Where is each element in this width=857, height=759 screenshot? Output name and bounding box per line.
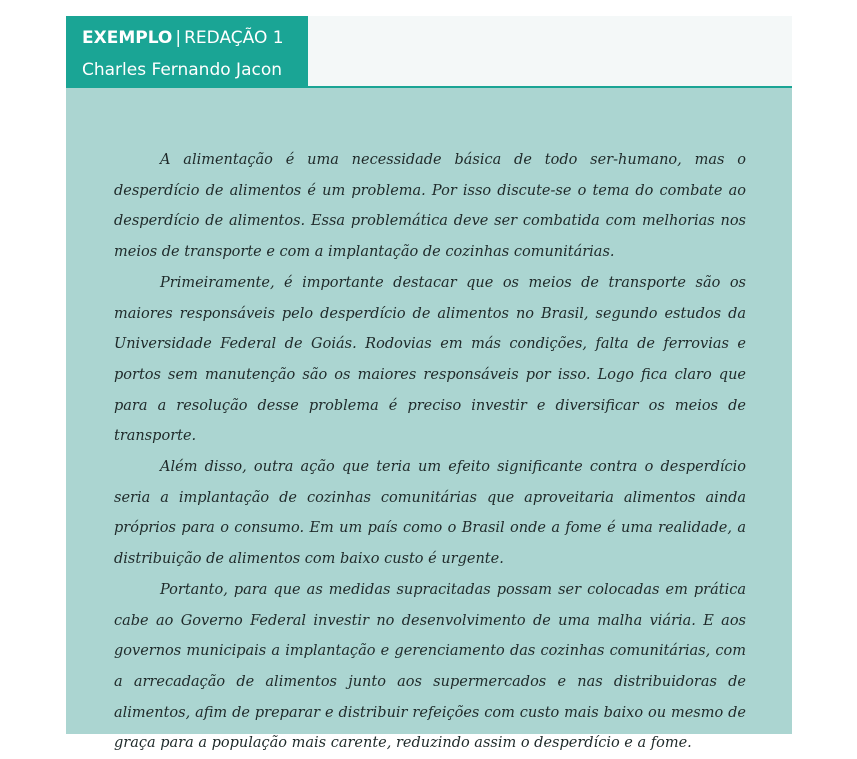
example-label: EXEMPLO (82, 28, 173, 48)
essay-paragraph-development-1: Primeiramente, é importante destacar que os meios de transporte são os maiores responsáveis pelo desperdício de alimentos no Brasil, segundo estudos da Universidade Federal de Goiás. Rodovias em más condições, falta de ferrovias e portos sem manutenção são os maiores responsáveis por isso. Logo fica claro que para a resolução desse problema é preciso investir e diversificar os meios de transporte. (114, 274, 746, 445)
author-name: Charles Fernando Jacon (82, 60, 283, 80)
header-separator: | (175, 28, 182, 48)
essay-paragraph-intro: A alimentação é uma necessidade básica de todo ser-humano, mas o desperdício de alimentos é um problema. Por isso discute-se o tema do combate ao desperdício de alimentos. Essa problemática deve ser combatida com melhorias nos meios de transporte e com a implantação de cozinhas comunitárias. (114, 152, 746, 261)
essay-paragraph-development-2: Além disso, outra ação que teria um efeito significante contra o desperdício seria a implantação de cozinhas comunitárias que aproveitaria alimentos ainda próprios para o consumo. Em um país como o Brasil onde a fome é uma realidade, a distribuição de alimentos com baixo custo é urgente. (114, 459, 746, 568)
essay-paragraph-conclusion: Portanto, para que as medidas supracitadas possam ser colocadas em prática cabe ao Governo Federal investir no desenvolvimento de uma malha viária. E aos governos municipais a implantação e gerenciamento das cozinhas comunitárias, com a arrecadação de alimentos junto aos supermercados e nas distribuidoras de alimentos, afim de preparar e distribuir refeições com custo mais baixo ou mesmo de graça para a população mais carente, reduzindo assim o desperdício e a fome. (114, 581, 746, 752)
example-header (66, 16, 308, 88)
essay-number: REDAÇÃO 1 (184, 28, 284, 48)
header-title (82, 25, 308, 51)
essay-panel (66, 88, 792, 752)
